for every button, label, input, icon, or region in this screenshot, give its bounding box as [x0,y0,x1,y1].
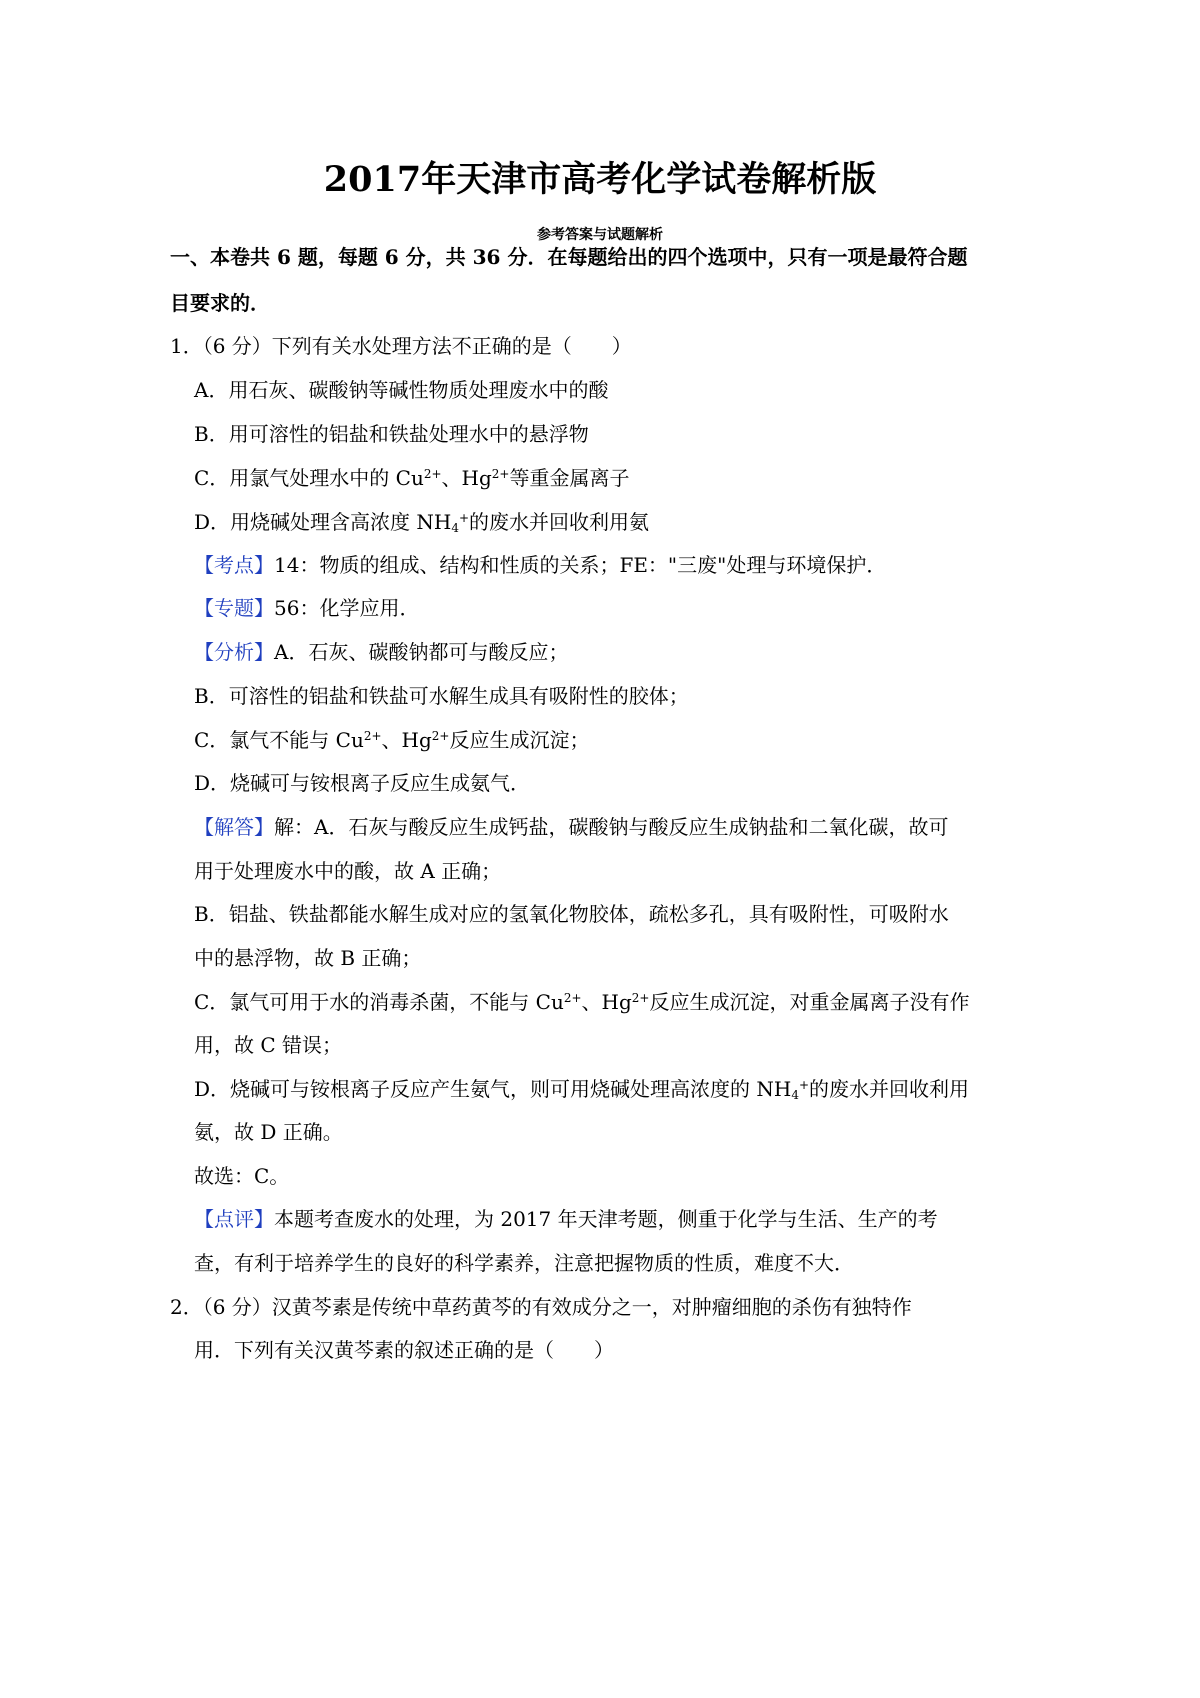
page-title: 2017年天津市高考化学试卷解析版 [323,159,877,200]
formula-subscript: 4 [791,1088,799,1102]
q1-fenxi [194,638,568,666]
q1-jieda-b2: 中的悬浮物，故 B 正确； [194,946,422,970]
jieda-text: 解：A．石灰与酸反应生成钙盐，碳酸钠与酸反应生成钠盐和二氧化碳，故可 [274,815,949,839]
jieda-tag: 【解答】 [194,815,274,839]
q1-option-a: A．用石灰、碳酸钠等碱性物质处理废水中的酸 [194,378,609,402]
text-fragment: 的废水并回收利用 [809,1077,970,1101]
charge-superscript: 2+ [363,729,382,743]
q1-zhuanti [194,594,419,622]
formula-subscript: 4 [451,521,459,535]
q1-kaodian [194,551,886,579]
q1-jieda-d2: 氨，故 D 正确。 [194,1120,343,1144]
text-fragment: 、Hg [581,990,632,1014]
kaodian-tag: 【考点】 [194,553,274,577]
fenxi-tag: 【分析】 [194,640,274,664]
dianping-tag: 【点评】 [194,1207,274,1231]
q1-jieda-c2: 用，故 C 错误； [194,1033,343,1057]
charge-superscript: 2+ [491,467,510,481]
kaodian-text: 14：物质的组成、结构和性质的关系；FE："三废"处理与环境保护． [274,553,887,577]
q1-stem: 1．（6 分）下列有关水处理方法不正确的是（ ） [170,334,632,358]
q1-jieda-a2: 用于处理废水中的酸，故 A 正确； [194,859,502,883]
q2-stem-line2: 用．下列有关汉黄芩素的叙述正确的是（ ） [194,1338,614,1362]
text-fragment: C．氯气不能与 Cu [194,728,364,752]
zhuanti-text: 56：化学应用． [274,596,420,620]
q1-dianping [194,1205,938,1233]
text-fragment: 、Hg [441,466,492,490]
charge-superscript: 2+ [431,729,450,743]
text-fragment: C．氯气可用于水的消毒杀菌，不能与 Cu [194,990,564,1014]
text-fragment: 等重金属离子 [509,466,630,490]
q1-option-b: B．用可溶性的铝盐和铁盐处理水中的悬浮物 [194,422,589,446]
q1-option-d [194,508,649,536]
text-fragment: D．烧碱可与铵根离子反应产生氨气，则可用烧碱处理高浓度的 NH [194,1077,792,1101]
q1-fenxi-d: D．烧碱可与铵根离子反应生成氨气． [194,771,531,795]
text-fragment: C．用氯气处理水中的 Cu [194,466,424,490]
q1-jieda-c1 [194,988,970,1016]
text-fragment: 反应生成沉淀； [449,728,590,752]
q1-dianping-2: 查，有利于培养学生的良好的科学素养，注意把握物质的性质，难度不大． [194,1251,854,1275]
q1-option-c [194,464,630,492]
charge-superscript: 2+ [563,991,582,1005]
text-fragment: 、Hg [381,728,432,752]
q1-jieda-b1: B．铝盐、铁盐都能水解生成对应的氢氧化物胶体，疏松多孔，具有吸附性，可吸附水 [194,902,949,926]
section-heading-line1: 一、本卷共 6 题，每题 6 分，共 36 分．在每题给出的四个选项中，只有一项是最符合题 [170,245,968,269]
charge-superscript: + [798,1078,810,1092]
q1-fenxi-b: B．可溶性的铝盐和铁盐可水解生成具有吸附性的胶体； [194,684,689,708]
text-fragment: D．用烧碱处理含高浓度 NH [194,510,452,534]
charge-superscript: 2+ [631,991,650,1005]
q1-jieda-d1 [194,1075,969,1103]
q1-answer: 故选：C。 [194,1164,290,1188]
text-fragment: 反应生成沉淀，对重金属离子没有作 [649,990,970,1014]
charge-superscript: + [458,511,470,525]
fenxi-text: A．石灰、碳酸钠都可与酸反应； [274,640,569,664]
text-fragment: 的废水并回收利用氨 [469,510,650,534]
q2-stem-line1: 2．（6 分）汉黄芩素是传统中草药黄芩的有效成分之一，对肿瘤细胞的杀伤有独特作 [170,1295,912,1319]
zhuanti-tag: 【专题】 [194,596,274,620]
section-heading-line2: 目要求的． [170,291,270,315]
q1-fenxi-c [194,726,590,754]
dianping-text: 本题考查废水的处理，为 2017 年天津考题，侧重于化学与生活、生产的考 [274,1207,938,1231]
page-subtitle: 参考答案与试题解析 [537,227,663,243]
q1-jieda [194,813,948,841]
charge-superscript: 2+ [423,467,442,481]
